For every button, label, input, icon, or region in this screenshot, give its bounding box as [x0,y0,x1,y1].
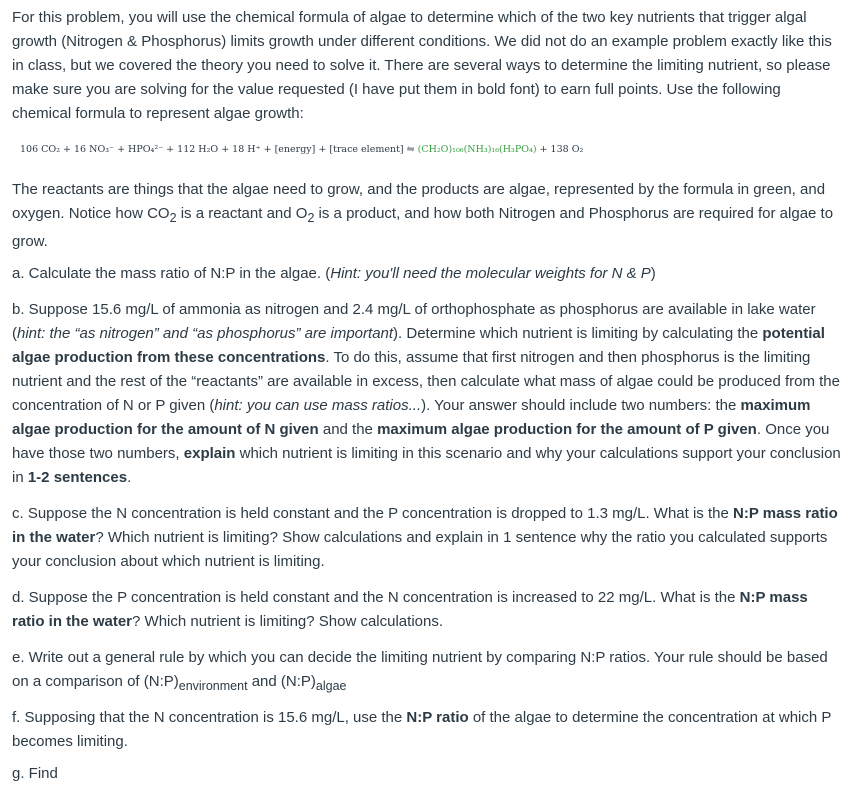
o2-subscript: 2 [307,211,315,225]
qc-bold-1: N:P mass ratio in the water [12,505,838,546]
reactants-text-2: is a reactant and O [176,205,308,222]
qb-text-3: . To do this, assume that first nitrogen and then phosphorus is the limiting nutrient and the rest of the “reactants” are available in excess, then calculate what mass of algae could be produced from the concentration of N or P given ( [12,349,840,414]
qb-bold-1: potential algae production from these concentrations [12,325,825,366]
qf-bold-1: N:P ratio [406,709,469,726]
qb-text-7: which nutrient is limiting in this scenario and why your calculations support your conclusion in [12,445,841,486]
qb-text-8: . [127,469,132,486]
equation-oxygen: + 138 O₂ [539,144,584,155]
reactants-paragraph [12,178,842,254]
qe-text-1: e. Write out a general rule by which you can decide the limiting nutrient by comparing N:P ratios. Your rule should be based on a comparison of (N:P) [12,649,828,690]
equation-algae-formula: (CH₂O)₁₀₆(NH₃)₁₆(H₃PO₄) [417,144,537,155]
qd-bold-1: N:P mass ratio in the water [12,589,808,630]
question-g-cutoff [12,762,72,782]
qc-text-1: c. Suppose the N concentration is held constant and the P concentration is dropped to 1.3 mg/L. What is the [12,505,733,522]
qb-bold-4: explain [183,445,236,462]
algae-growth-equation [20,142,780,158]
co2-subscript: 2 [169,211,177,225]
qc-text-2: ? Which nutrient is limiting? Show calculations and explain in 1 sentence why the ratio you calculated supports your conclusion about which nutrient is limiting. [12,529,828,570]
qa-text-2: ) [650,265,656,282]
qb-bold-2: maximum algae production for the amount of N given [12,397,811,438]
question-f [12,706,842,754]
question-d [12,586,842,634]
qd-text-1: d. Suppose the P concentration is held constant and the N concentration is increased to 22 mg/L. What is the [12,589,740,606]
question-a [12,262,842,286]
qb-bold-5: 1-2 sentences [27,469,128,486]
qb-text-4: ). Your answer should include two numbers: the [421,397,741,414]
reactants-text-1: The reactants are things that the algae need to grow, and the products are algae, represented by the formula in green, and oxygen. Notice how CO [12,181,826,222]
cutoff-text: g. Find [12,765,58,782]
qf-text-2: of the algae to determine the concentration at which P becomes limiting. [12,709,832,750]
intro-paragraph [12,6,842,126]
qd-text-2: ? Which nutrient is limiting? Show calculations. [132,613,444,630]
reactants-text-3: is a product, and how both Nitrogen and Phosphorus are required for algae to grow. [12,205,834,250]
question-c [12,502,842,574]
question-b [12,298,842,490]
qb-text-1: b. Suppose 15.6 mg/L of ammonia as nitrogen and 2.4 mg/L of orthophosphate as phosphorus are available in lake water ( [12,301,816,342]
qb-text-6: . Once you have those two numbers, [12,421,830,462]
intro-text: For this problem, you will use the chemical formula of algae to determine which of the two key nutrients that trigger algal growth (Nitrogen & Phosphorus) limits growth under different conditions. We did not do an example problem exactly like this in class, but we covered the theory you need to solve it. There are several ways to determine the limiting nutrient, so please make sure you are solving for the value requested (I have put them in bold font) to earn full points. Use the following chemical formula to represent algae growth: [12,9,832,122]
qa-hint: Hint: you'll need the molecular weights for N & P [330,265,651,282]
qa-text-1: a. Calculate the mass ratio of N:P in the algae. ( [12,265,331,282]
qb-text-2: ). Determine which nutrient is limiting by calculating the [393,325,763,342]
qb-hint-1: hint: the “as nitrogen” and “as phosphorus” are important [17,325,394,342]
qb-text-5: and the [318,421,378,438]
environment-subscript: environment [178,679,248,693]
equation-reactants: 106 CO₂ + 16 NO₃⁻ + HPO₄²⁻ + 112 H₂O + 18 H⁺ + [energy] + [trace element] ⇋ [20,144,415,155]
qb-bold-3: maximum algae production for the amount of P given [377,421,757,438]
qf-text-1: f. Supposing that the N concentration is 15.6 mg/L, use the [12,709,407,726]
question-e [12,646,842,698]
qe-text-2: and (N:P) [247,673,316,690]
algae-subscript: algae [315,679,347,693]
qb-hint-2: hint: you can use mass ratios... [214,397,422,414]
